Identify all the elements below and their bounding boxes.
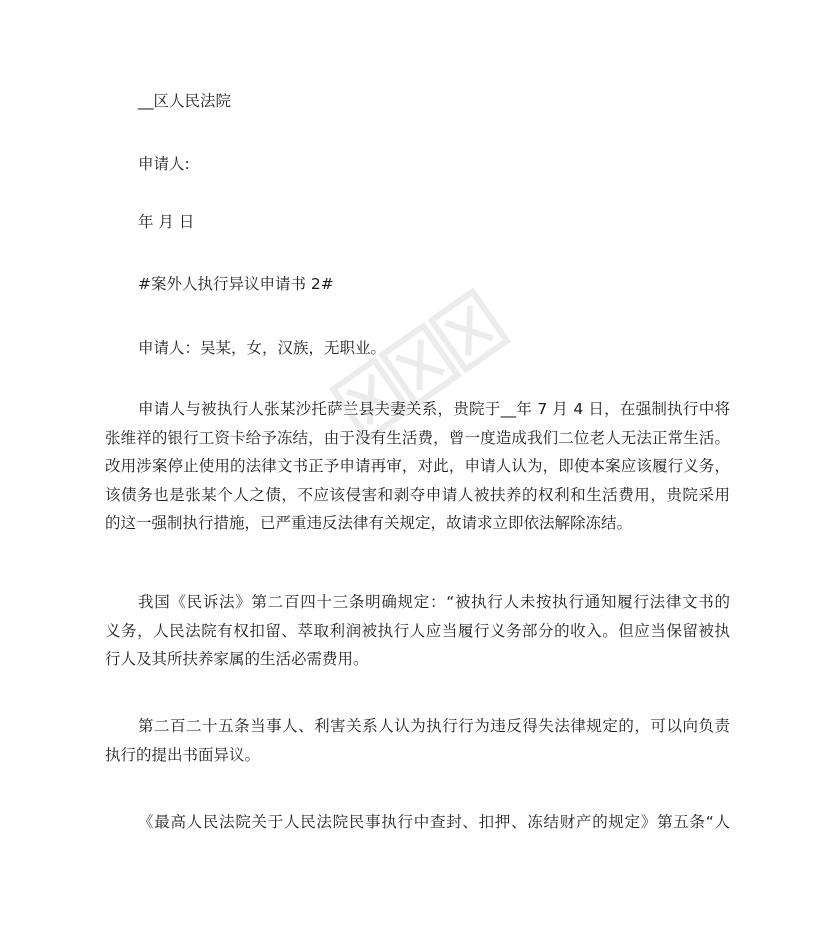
paragraph-line: 申请人与被执行人张某沙托萨兰县夫妻关系，贵院于__年 7 月 4 日，在强制执行中将 (138, 400, 730, 418)
paragraph-line: 改用涉案停止使用的法律文书正予申请再审，对此，申请人认为，即使本案应该履行义务， (105, 457, 730, 476)
paragraph-line: 该债务也是张某个人之债，不应该侵害和剥夺申请人被扶养的权利和生活费用，贵院采用 (105, 485, 730, 504)
paragraph-line: 我国《民诉法》第二百四十三条明确规定：“被执行人未按执行通知履行法律文书的 (138, 593, 730, 611)
paragraph-line: 张维祥的银行工资卡给予冻结，由于没有生活费，曾一度造成我们二位老人无法正常生活。 (105, 428, 730, 447)
court-line: __区人民法院 (138, 92, 232, 110)
paragraph-4 (105, 808, 730, 837)
applicant-label: 申请人: (138, 155, 190, 173)
paragraph-1 (105, 395, 730, 538)
paragraph-line: 行人及其所扶养家属的生活必需费用。 (105, 650, 369, 669)
paragraph-line: 第二百二十五条当事人、利害关系人认为执行行为违反得失法律规定的，可以向负责 (138, 717, 730, 735)
section-title: #案外人执行异议申请书 2# (138, 275, 334, 293)
paragraph-line: 执行的提出书面异议。 (105, 745, 261, 764)
paragraph-3 (105, 712, 730, 769)
paragraph-line: 义务，人民法院有权扣留、萃取利润被执行人应当履行义务部分的收入。但应当保留被执 (105, 621, 730, 640)
applicant-info: 申请人：吴某，女，汉族，无职业。 (138, 339, 387, 357)
paragraph-line: 《最高人民法院关于人民法院民事执行中查封、扣押、冻结财产的规定》第五条“人 (138, 813, 730, 831)
date-line: 年 月 日 (138, 213, 195, 231)
paragraph-2 (105, 588, 730, 674)
paragraph-line: 的这一强制执行措施，已严重违反法律有关规定，故请求立即依法解除冻结。 (105, 514, 633, 533)
